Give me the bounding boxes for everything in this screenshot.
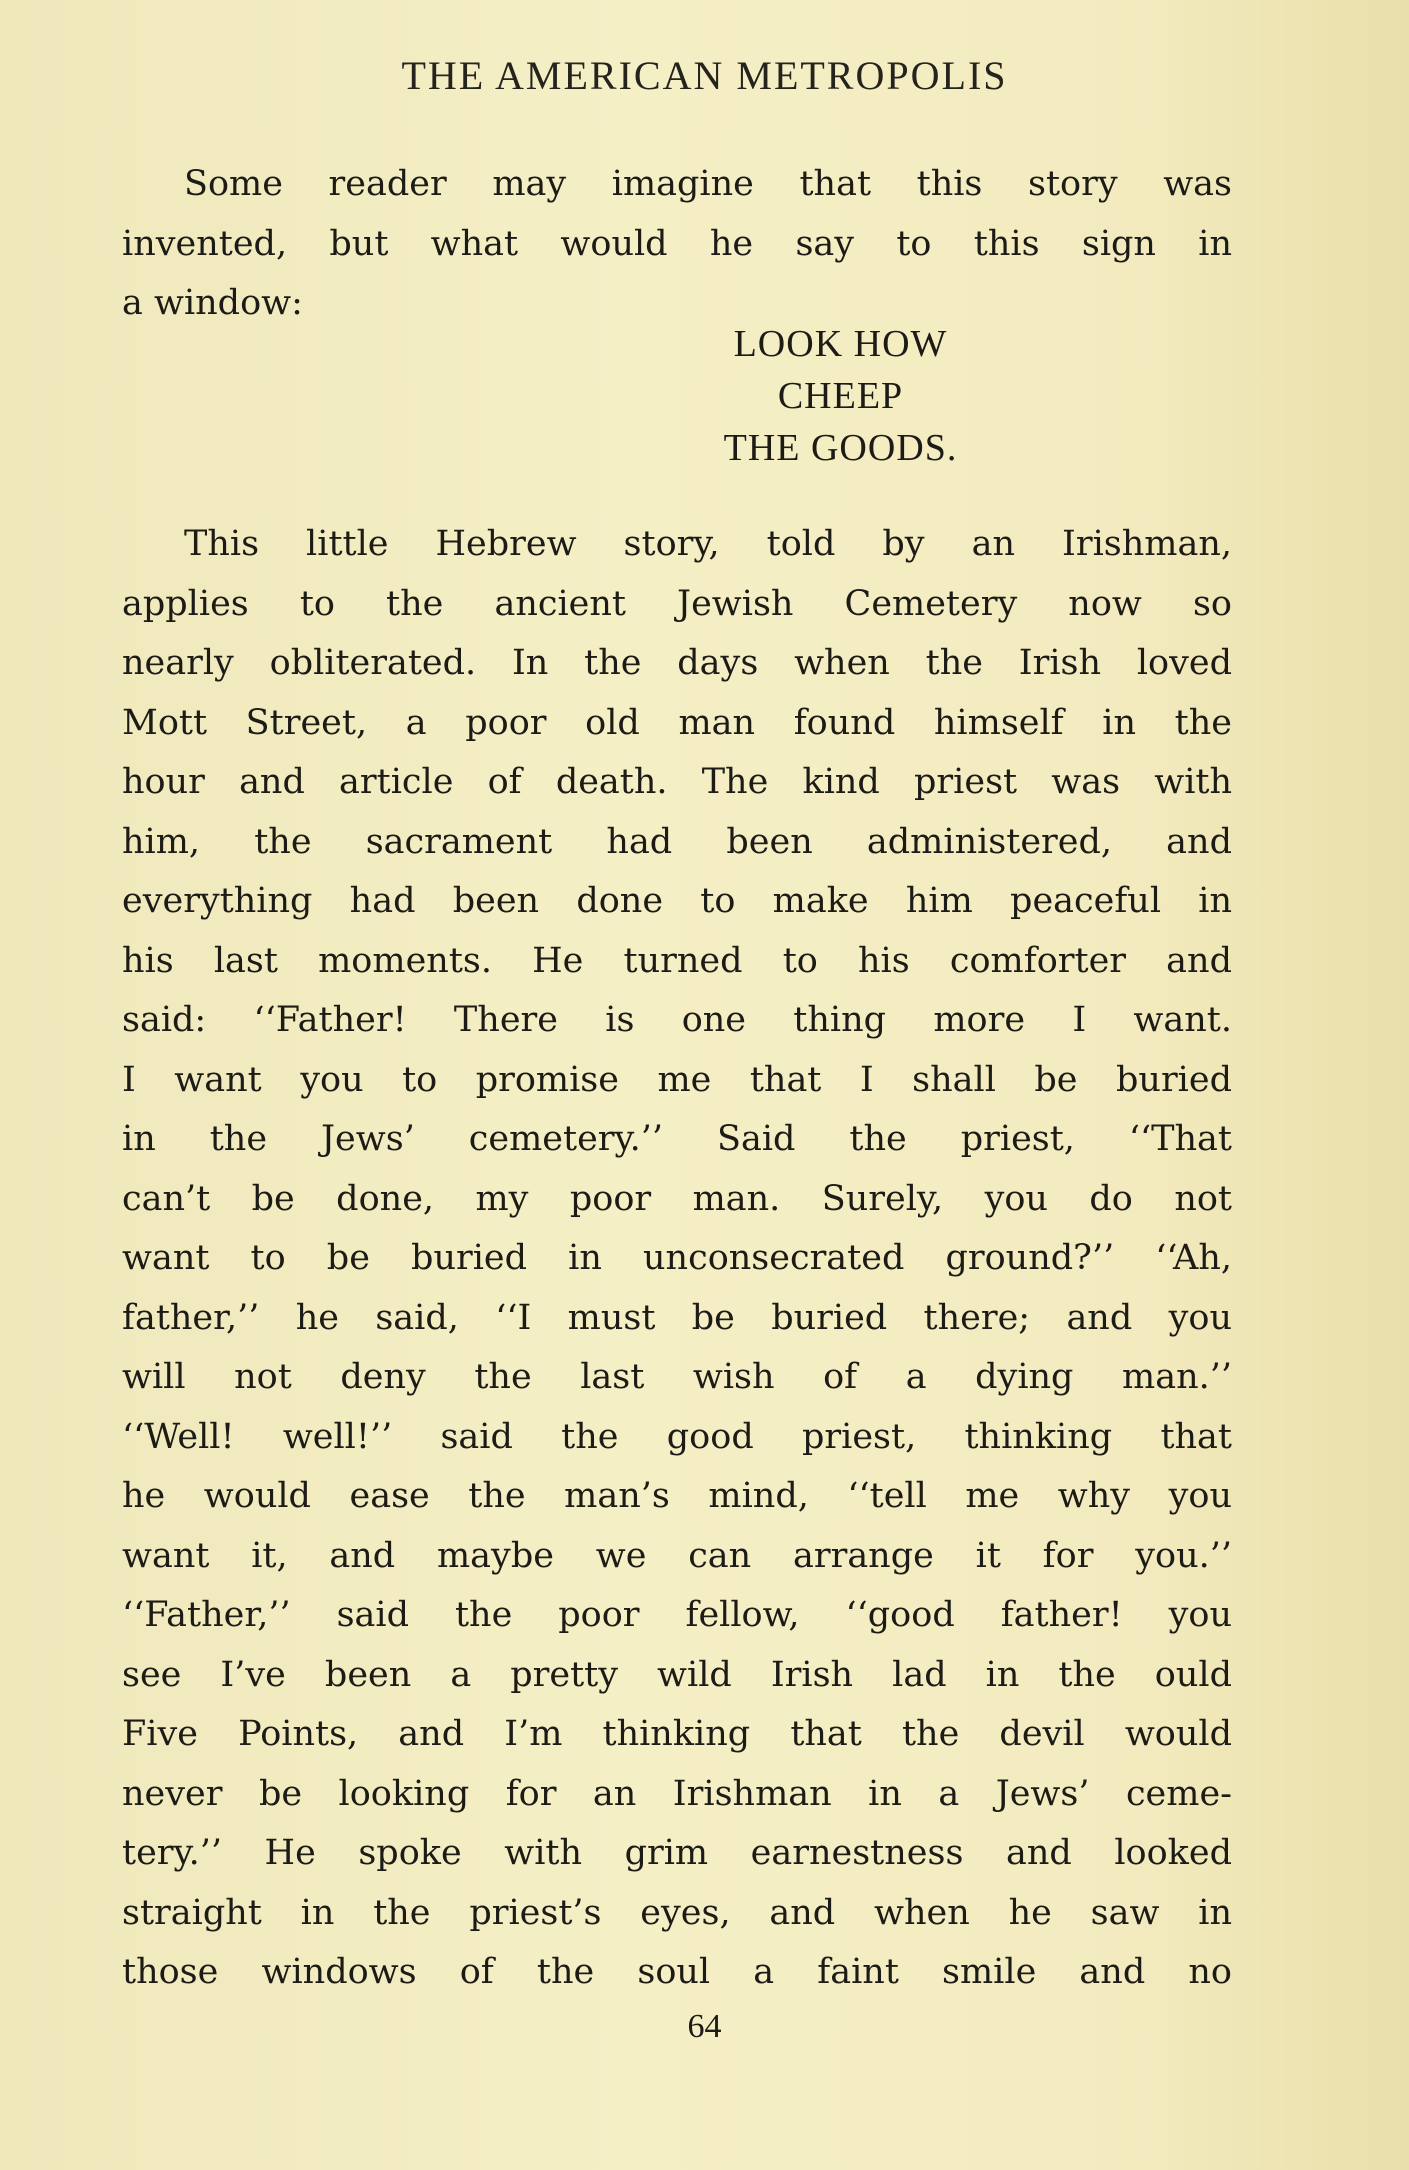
- paragraph-1-line: invented, but what would he say to this sign in: [122, 223, 1232, 264]
- sign-line: CHEEP: [777, 375, 904, 417]
- paragraph-2-line: his last moments. He turned to his comforter and: [122, 940, 1232, 981]
- paragraph-2-line: never be looking for an Irishman in a Jews’ ceme-: [122, 1773, 1232, 1814]
- paragraph-2-line: everything had been done to make him peaceful in: [122, 881, 1232, 921]
- paragraph-2-line: straight in the priest’s eyes, and when he saw in: [122, 1892, 1232, 1933]
- paragraph-2-line: Mott Street, a poor old man found himself in the: [122, 702, 1232, 743]
- paragraph-2-line: I want you to promise me that I shall be buried: [122, 1059, 1232, 1100]
- paragraph-2-line: Five Points, and I’m thinking that the devil would: [122, 1714, 1232, 1754]
- paragraph-2-line: in the Jews’ cemetery.’’ Said the priest, ‘‘That: [122, 1119, 1232, 1159]
- paragraph-2-line: tery.’’ He spoke with grim earnestness and looked: [122, 1833, 1232, 1873]
- paragraph-1: [122, 155, 1232, 334]
- page-number: 64: [687, 2008, 722, 2045]
- paragraph-2-line: said: ‘‘Father! There is one thing more I want.: [122, 1000, 1232, 1040]
- paragraph-2-line: want it, and maybe we can arrange it for you.’’: [122, 1535, 1232, 1576]
- paragraph-1-line: a window:: [122, 283, 303, 323]
- paragraph-2-line: applies to the ancient Jewish Cemetery now so: [122, 583, 1232, 624]
- window-sign: [0, 318, 1409, 474]
- paragraph-2-line: father,’’ he said, ‘‘I must be buried there; and you: [122, 1297, 1232, 1338]
- paragraph-2-line: nearly obliterated. In the days when the Irish loved: [122, 643, 1232, 683]
- paragraph-2-line: want to be buried in unconsecrated ground?’’ ‘‘Ah,: [122, 1238, 1232, 1278]
- paragraph-2-line: those windows of the soul a faint smile and no: [122, 1952, 1232, 1992]
- paragraph-2-line: hour and article of death. The kind priest was with: [122, 762, 1232, 802]
- sign-line: THE GOODS.: [723, 427, 958, 469]
- paragraph-2: [122, 515, 1232, 2003]
- paragraph-2-line: can’t be done, my poor man. Surely, you do not: [122, 1178, 1232, 1219]
- paragraph-1-line: Some reader may imagine that this story was: [184, 164, 1232, 204]
- paragraph-2-line: ‘‘Father,’’ said the poor fellow, ‘‘good father! you: [122, 1595, 1232, 1635]
- running-head: THE AMERICAN METROPOLIS: [401, 53, 1008, 98]
- paragraph-2-line: him, the sacrament had been administered, and: [122, 821, 1232, 862]
- paragraph-2-line: This little Hebrew story, told by an Irishman,: [184, 524, 1232, 564]
- sign-line: LOOK HOW: [733, 323, 948, 365]
- paragraph-2-line: he would ease the man’s mind, ‘‘tell me why you: [122, 1476, 1232, 1516]
- paragraph-2-line: ‘‘Well! well!’’ said the good priest, thinking that: [122, 1416, 1232, 1457]
- paragraph-2-line: see I’ve been a pretty wild Irish lad in the ould: [122, 1654, 1232, 1695]
- paragraph-2-line: will not deny the last wish of a dying man.’’: [122, 1357, 1232, 1397]
